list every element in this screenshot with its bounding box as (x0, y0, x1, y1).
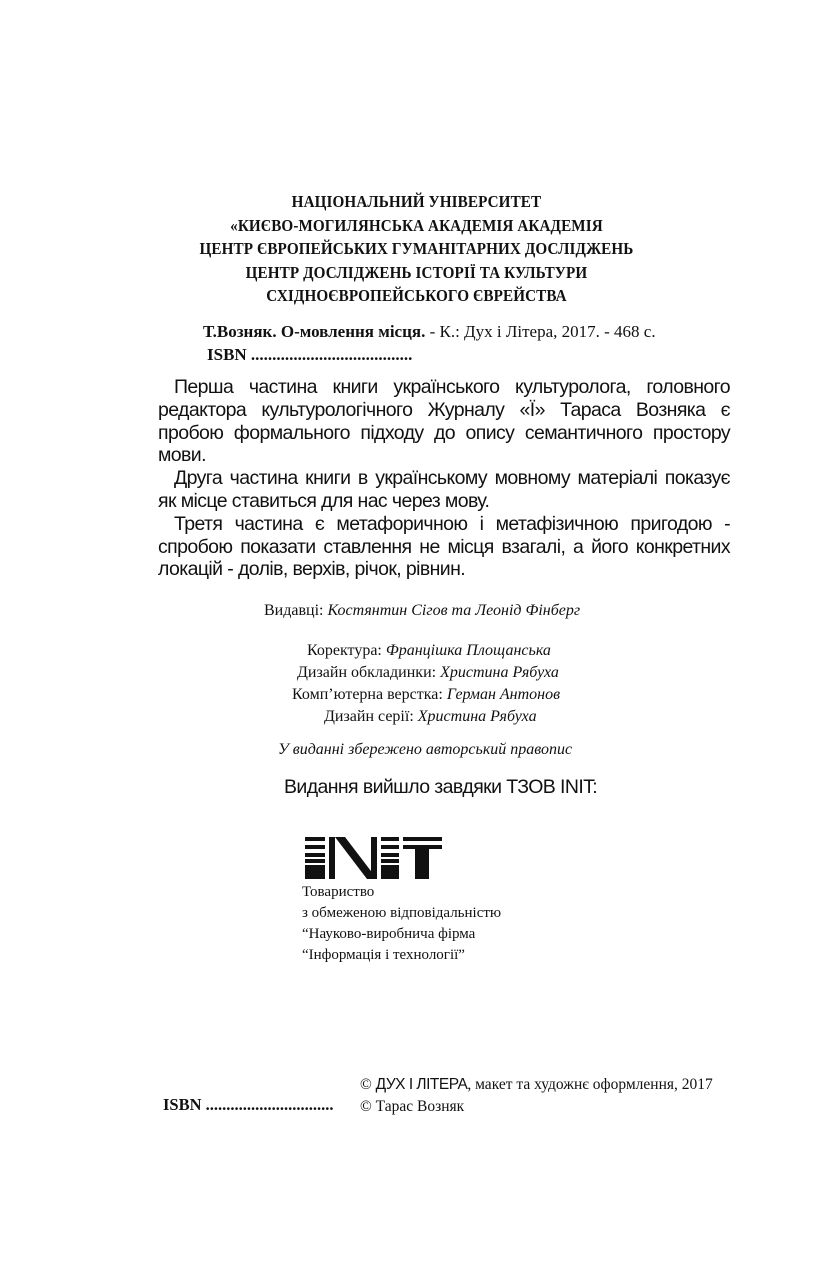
publishers-row: Видавці: Костянтин Сігов та Леонід Фінберг (264, 602, 581, 619)
isbn-top: ISBN ...................................... (207, 345, 413, 364)
cover-design-label: Дизайн обкладинки: (297, 664, 437, 681)
publishers-value: Костянтин Сігов та Леонід Фінберг (327, 602, 581, 619)
series-design-label: Дизайн серії: (324, 708, 414, 725)
layout-value: Герман Антонов (446, 686, 561, 703)
spelling-note: У виданні збережено авторський правопис (278, 741, 573, 758)
abstract-paragraph: Перша частина книги українського культуролога, головного редактора культурологічного Журналу «Ї» Тараса Возняка є пробою формального підходу до опису семантичного простору мови. (158, 376, 730, 467)
copyright-block (360, 1074, 713, 1117)
author-copyright: © Тарас Возняк (360, 1097, 465, 1115)
sponsor-line: “Інформація і технології” (302, 947, 465, 963)
series-design-row (324, 706, 537, 729)
sponsor-line: з обмеженою відповідальністю (302, 905, 502, 921)
publisher-name: ДУХ І ЛІТЕРА (375, 1076, 468, 1093)
cover-design-value: Христина Рябуха (440, 664, 559, 681)
imprint: - К.: Дух і Літера, 2017. - 468 с. (425, 322, 656, 341)
institution-block (37, 190, 796, 308)
cover-design-row (297, 662, 559, 685)
institution-line: ЦЕНТР ДОСЛІДЖЕНЬ ІСТОРІЇ ТА КУЛЬТУРИ (245, 262, 588, 282)
sponsor-line: “Науково-виробнича фірма (302, 926, 476, 942)
author-title: Т.Возняк. О-мовлення місця. (203, 322, 426, 341)
proofreading-row (307, 640, 551, 663)
sponsor-thanks: Видання вийшло завдяки ТЗОВ INIT: (284, 776, 598, 798)
layout-row (292, 684, 560, 707)
sponsor-line: Товариство (302, 884, 375, 900)
init-logo (305, 837, 442, 879)
layout-label: Комп’ютерна верстка: (292, 686, 443, 703)
bibliographic-record (203, 320, 656, 366)
proofreading-label: Коректура: (307, 642, 382, 659)
institution-line: ЦЕНТР ЄВРОПЕЙСЬКИХ ГУМАНІТАРНИХ ДОСЛІДЖЕНЬ (199, 239, 634, 258)
abstract (158, 376, 730, 581)
sponsor-description (302, 882, 501, 966)
copyright-rest: , макет та художнє оформлення, 2017 (467, 1076, 713, 1093)
abstract-paragraph: Друга частина книги в українському мовному матеріалі показує як місце ставиться для нас через мову. (158, 467, 730, 512)
isbn-bottom: ISBN ............................... (163, 1095, 334, 1114)
institution-line: НАЦІОНАЛЬНИЙ УНІВЕРСИТЕТ (291, 192, 542, 211)
institution-line: СХІДНОЄВРОПЕЙСЬКОГО ЄВРЕЙСТВА (266, 286, 567, 305)
institution-line: «КИЄВО-МОГИЛЯНСЬКА АКАДЕМІЯ АКАДЕМІЯ (230, 215, 603, 235)
copyright-symbol: © (360, 1076, 372, 1093)
abstract-paragraph: Третя частина є метафоричною і метафізичною пригодою - спробою показати ставлення не місця взагалі, а його конкретних локацій - долів, верхів, річок, рівнин. (158, 512, 730, 581)
proofreading-value: Францішка Площанська (385, 642, 551, 659)
series-design-value: Христина Рябуха (417, 708, 537, 725)
publishers-label: Видавці (264, 602, 320, 619)
